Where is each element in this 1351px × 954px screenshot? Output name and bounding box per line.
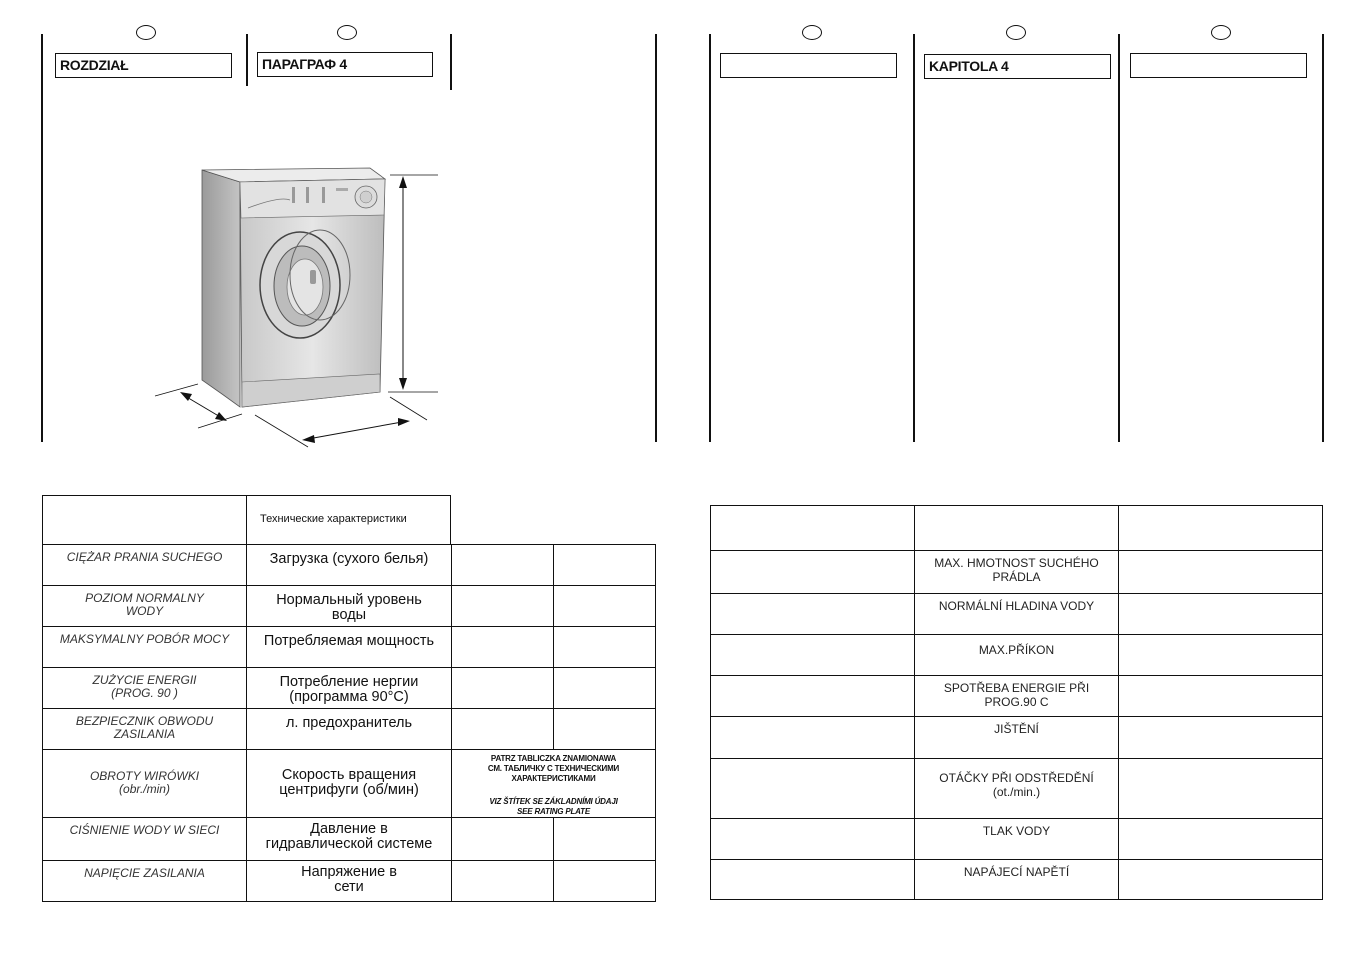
table-row-label-ru: Загрузка (сухого белья) [246, 544, 452, 586]
table-row-label-cz: MAX. HMOTNOST SUCHÉHO PRÁDLA [914, 550, 1119, 594]
language-flag-marker [1211, 25, 1231, 40]
table-value-cell [451, 708, 554, 750]
table-row-label-cz: NAPÁJECÍ NAPĚTÍ [914, 859, 1119, 900]
table-row-label-pl: NAPIĘCIE ZASILANIA [42, 860, 247, 902]
table-unit-cell [553, 860, 656, 902]
table-row-label-ru: Давление в гидравлической системе [246, 817, 452, 861]
table-row-label-pl: CIĘŻAR PRANIA SUCHEGO [42, 544, 247, 586]
table-value-cell [451, 860, 554, 902]
table-row-label-pl: BEZPIECZNIK OBWODU ZASILANIA [42, 708, 247, 750]
table-value-cell [1118, 550, 1323, 594]
table-row-label-pl: ZUŻYCIE ENERGII (PROG. 90 ) [42, 667, 247, 709]
table-value-cell [451, 667, 554, 709]
column-divider [246, 34, 248, 86]
table-row-label-cz: NORMÁLNÍ HLADINA VODY [914, 593, 1119, 635]
table-value-cell [1118, 818, 1323, 860]
table-row-label-ru: Потребление нергии (программа 90°C) [246, 667, 452, 709]
table-row-label-ru: Напряжение в сети [246, 860, 452, 902]
section-heading-cz: KAPITOLA 4 [924, 54, 1111, 79]
section-heading-blank [720, 53, 897, 78]
table-value-cell [1118, 634, 1323, 676]
table-row-label-cz: JIŠTĚNÍ [914, 716, 1119, 759]
washing-machine-illustration [140, 160, 450, 455]
table-header-blank [1118, 505, 1323, 551]
table-unit-cell [553, 708, 656, 750]
table-row-blank [710, 593, 915, 635]
language-flag-marker [1006, 25, 1026, 40]
language-flag-marker [136, 25, 156, 40]
table-row-label-ru: л. предохранитель [246, 708, 452, 750]
table-header-blank [914, 505, 1119, 551]
table-row-label-pl: OBROTY WIRÓWKI (obr./min) [42, 749, 247, 818]
table-unit-cell [553, 626, 656, 668]
page-right-line [655, 34, 657, 442]
table-unit-cell [553, 544, 656, 586]
table-value-cell [451, 585, 554, 627]
table-value-cell [1118, 716, 1323, 759]
rating-plate-note: PATRZ TABLICZKA ZNAMIONAWA СМ. ТАБЛИЧКУ С ТЕХНИЧЕСКИМИ ХАРАКТЕРИСТИКАМИ VIZ ŠTÍTEK SE ZÁKLADNÍMI ÚDAJI SEE RATING PLATE [451, 749, 656, 818]
column-divider [450, 34, 452, 90]
table-row-label-pl: CIŚNIENIE WODY W SIECI [42, 817, 247, 861]
table-value-cell [451, 626, 554, 668]
table-row-label-cz: SPOTŘEBA ENERGIE PŘI PROG.90 C [914, 675, 1119, 717]
table-row-blank [710, 675, 915, 717]
table-row-label-pl: MAKSYMALNY POBÓR MOCY [42, 626, 247, 668]
page-right-line [1322, 34, 1324, 442]
section-heading-pl: ROZDZIAŁ [55, 53, 232, 78]
table-row-label-cz: OTÁČKY PŘI ODSTŘEDĚNÍ (ot./min.) [914, 758, 1119, 819]
language-flag-marker [337, 25, 357, 40]
table-value-cell [1118, 758, 1323, 819]
table-unit-cell [553, 817, 656, 861]
table-row-label-cz: MAX.PŘÍKON [914, 634, 1119, 676]
table-row-blank [710, 716, 915, 759]
section-heading-ru: ПАРАГРАФ 4 [257, 52, 433, 77]
table-row-label-ru: Скорость вращения центрифуги (об/мин) [246, 749, 452, 818]
table-row-label-ru: Потребляемая мощность [246, 626, 452, 668]
table-header-blank [710, 505, 915, 551]
table-row-blank [710, 758, 915, 819]
table-row-blank [710, 634, 915, 676]
column-divider [1118, 34, 1120, 442]
table-value-cell [451, 817, 554, 861]
table-header-ru: Технические характеристики [246, 495, 451, 545]
language-flag-marker [802, 25, 822, 40]
table-row-blank [710, 818, 915, 860]
table-value-cell [1118, 859, 1323, 900]
table-unit-cell [553, 585, 656, 627]
table-value-cell [1118, 593, 1323, 635]
table-unit-cell [553, 667, 656, 709]
table-row-label-cz: TLAK VODY [914, 818, 1119, 860]
left-margin-line [41, 34, 43, 442]
column-divider [913, 34, 915, 442]
table-row-blank [710, 859, 915, 900]
table-value-cell [1118, 675, 1323, 717]
table-header-blank [42, 495, 247, 545]
left-margin-line [709, 34, 711, 442]
table-row-label-ru: Нормальный уровень воды [246, 585, 452, 627]
table-row-blank [710, 550, 915, 594]
section-heading-blank [1130, 53, 1307, 78]
table-row-label-pl: POZIOM NORMALNY WODY [42, 585, 247, 627]
table-value-cell [451, 544, 554, 586]
